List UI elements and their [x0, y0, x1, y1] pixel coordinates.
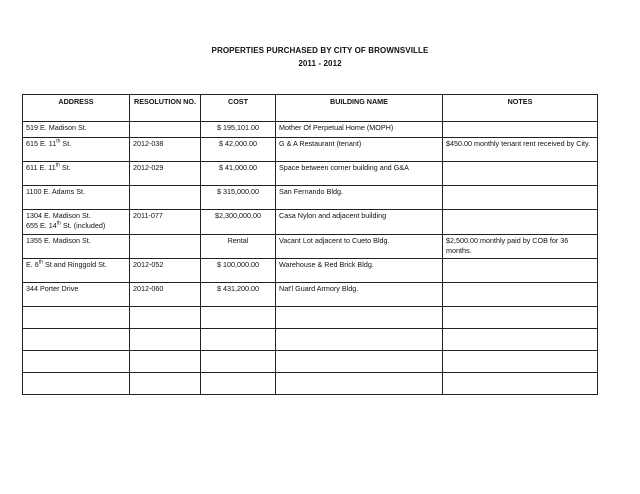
cell-notes: [443, 259, 598, 283]
address-text: St. (included): [60, 220, 106, 230]
cell-notes: [443, 122, 598, 138]
table-row: [23, 122, 598, 138]
table-row: [23, 235, 598, 259]
cell-address: [23, 138, 130, 162]
empty-cell: [23, 351, 130, 373]
address-line: [26, 221, 126, 231]
cell-building-name: San Fernando Bldg.: [276, 186, 443, 210]
page-title: PROPERTIES PURCHASED BY CITY OF BROWNSVILLE: [211, 46, 429, 55]
address-superscript: th: [56, 138, 61, 145]
cell-notes: [443, 162, 598, 186]
cell-address: 1355 E. Madison St.: [23, 235, 130, 259]
empty-cell: [276, 329, 443, 351]
cell-resolution: [130, 122, 201, 138]
empty-cell: [201, 307, 276, 329]
address-superscript: th: [55, 162, 60, 169]
header-building-name: BUILDING NAME: [276, 95, 443, 122]
cell-building-name: Vacant Lot adjacent to Cueto Bldg.: [276, 235, 443, 259]
cell-notes: [443, 210, 598, 235]
address-text: 655 E. 14: [26, 220, 57, 230]
header-notes: NOTES: [443, 95, 598, 122]
cell-building-name: Warehouse & Red Brick Bldg.: [276, 259, 443, 283]
cell-notes: [443, 186, 598, 210]
cell-building-name: G & A Restaurant (tenant): [276, 138, 443, 162]
cell-cost: $ 195,101.00: [201, 122, 276, 138]
table-row: [23, 162, 598, 186]
cell-address: [23, 259, 130, 283]
cell-cost: $ 100,000.00: [201, 259, 276, 283]
page-subtitle: 2011 - 2012: [298, 59, 342, 68]
cell-address: 344 Porter Drive: [23, 283, 130, 307]
empty-table-row: [23, 307, 598, 329]
cell-notes: [443, 283, 598, 307]
address-text: E. 6: [26, 260, 39, 269]
cell-building-name: Casa Nylon and adjacent building: [276, 210, 443, 235]
cell-building-name: Mother Of Perpetual Home (MOPH): [276, 122, 443, 138]
cell-address: [23, 162, 130, 186]
cell-resolution: 2012-038: [130, 138, 201, 162]
cell-cost: $ 431,200.00: [201, 283, 276, 307]
cell-building-name: Space between corner building and G&A: [276, 162, 443, 186]
cell-cost: Rental: [201, 235, 276, 259]
table-row: [23, 186, 598, 210]
empty-cell: [276, 373, 443, 395]
empty-cell: [276, 307, 443, 329]
properties-table: [22, 94, 598, 395]
address-text: 615 E. 11: [26, 139, 57, 148]
cell-address: [23, 210, 130, 235]
empty-cell: [130, 351, 201, 373]
empty-cell: [443, 329, 598, 351]
empty-table-row: [23, 329, 598, 351]
table-header-row: [23, 95, 598, 122]
address-line: 1304 E. Madison St.: [26, 211, 91, 220]
table-row: [23, 283, 598, 307]
empty-cell: [443, 351, 598, 373]
cell-building-name: Nat'l Guard Armory Bldg.: [276, 283, 443, 307]
empty-cell: [443, 307, 598, 329]
empty-cell: [201, 329, 276, 351]
address-superscript: th: [56, 220, 61, 227]
empty-cell: [23, 373, 130, 395]
empty-cell: [23, 307, 130, 329]
empty-cell: [443, 373, 598, 395]
cell-cost: $ 41,000.00: [201, 162, 276, 186]
cell-resolution: [130, 186, 201, 210]
table-row: [23, 138, 598, 162]
address-superscript: th: [38, 259, 43, 266]
header-cost: COST: [201, 95, 276, 122]
cell-address: 519 E. Madison St.: [23, 122, 130, 138]
cell-resolution: 2012-029: [130, 162, 201, 186]
address-text: 611 E. 11: [26, 163, 56, 172]
empty-cell: [276, 351, 443, 373]
cell-resolution: [130, 235, 201, 259]
cell-resolution: 2011-077: [130, 210, 201, 235]
cell-address: 1100 E. Adams St.: [23, 186, 130, 210]
cell-notes: $450.00 monthly tenant rent received by City.: [443, 138, 598, 162]
cell-cost: $ 42,000.00: [201, 138, 276, 162]
empty-cell: [130, 329, 201, 351]
empty-table-row: [23, 373, 598, 395]
table-row: [23, 259, 598, 283]
address-text: St.: [59, 163, 71, 172]
empty-cell: [201, 351, 276, 373]
header-address: ADDRESS: [23, 95, 130, 122]
cell-cost: $2,300,000.00: [201, 210, 276, 235]
empty-cell: [23, 329, 130, 351]
address-text: St.: [60, 139, 72, 148]
cell-resolution: 2012-060: [130, 283, 201, 307]
empty-cell: [130, 373, 201, 395]
empty-cell: [201, 373, 276, 395]
header-resolution: RESOLUTION NO.: [130, 95, 201, 122]
table-row: [23, 210, 598, 235]
address-text: St and Ringgold St.: [42, 260, 107, 269]
cell-notes: $2,500.00 monthly paid by COB for 36 months.: [443, 235, 598, 259]
empty-table-row: [23, 351, 598, 373]
cell-cost: $ 315,000.00: [201, 186, 276, 210]
empty-cell: [130, 307, 201, 329]
cell-resolution: 2012-052: [130, 259, 201, 283]
